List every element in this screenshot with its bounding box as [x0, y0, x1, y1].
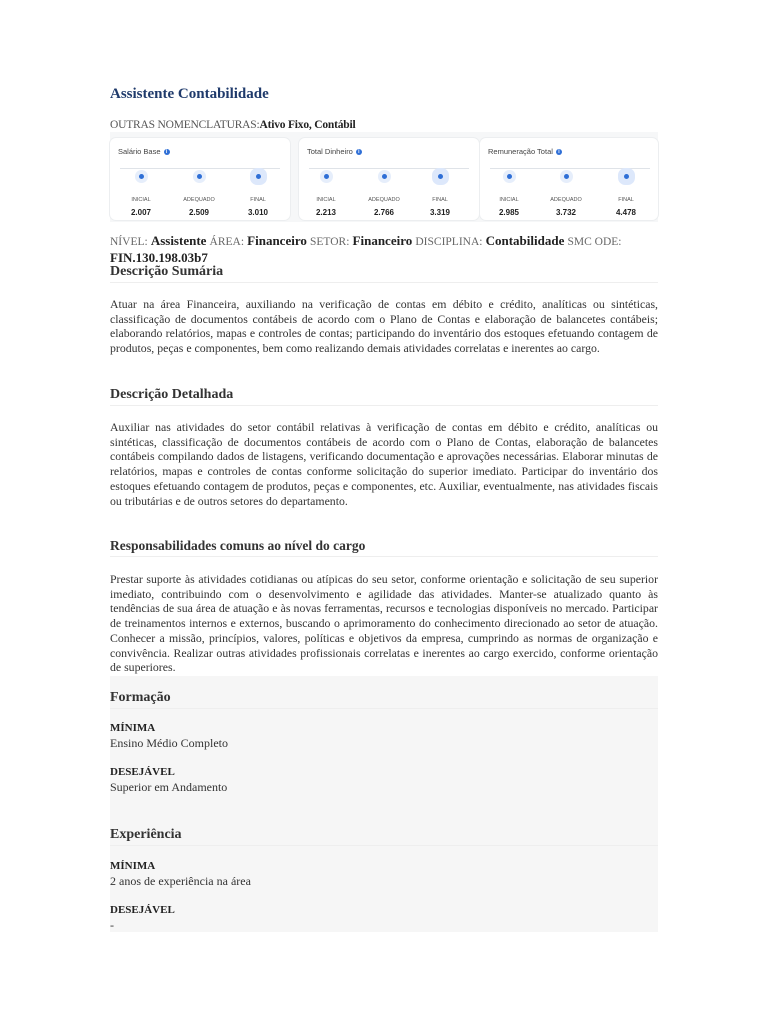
salary-card-remuneracao-total — [480, 138, 658, 220]
page-title: Assistente Contabilidade — [110, 86, 269, 102]
info-icon[interactable]: i — [356, 149, 362, 155]
setor-label: SETOR: — [310, 236, 350, 248]
range-dot-final — [256, 174, 261, 179]
range-dot-inicial — [139, 174, 144, 179]
salary-cards — [110, 132, 658, 222]
range-dot-inicial — [507, 174, 512, 179]
range-value: 3.319 — [429, 208, 451, 217]
nomenclature-value: Ativo Fixo, Contábil — [259, 119, 356, 131]
card-divider — [309, 168, 469, 169]
smcode-value: FIN.130.198.03b7 — [110, 250, 208, 265]
range-value: 2.509 — [188, 208, 210, 217]
experiencia-desejavel-value: - — [110, 918, 114, 932]
disciplina-label: DISCIPLINA: — [415, 236, 483, 248]
experiencia-minima-label: MÍNIMA — [110, 860, 156, 872]
section-text-sumaria: Atuar na área Financeira, auxiliando na verificação de contas em débito e crédito, analíticas ou sintéticas, classificação de documentos contábeis de acordo com o Plano de Contas e elaboração de balancetes contábeis; elaborando relatórios, mapas e controles de contas; participando do inventário dos estoques efetuando contagem de produtos, peças e componentes, bem como realizando demais atividades correlatas e inerentes ao cargo. — [110, 297, 658, 356]
range-value: 3.010 — [247, 208, 269, 217]
card-title: Remuneração Total i — [488, 147, 562, 156]
section-heading-responsabilidades: Responsabilidades comuns ao nível do cargo — [110, 538, 658, 557]
requirements-block — [110, 676, 658, 932]
disciplina-value: Contabilidade — [485, 233, 565, 248]
card-title: Salário Base i — [118, 147, 170, 156]
range-value: 2.985 — [498, 208, 520, 217]
range-dot-final — [624, 174, 629, 179]
section-heading-experiencia: Experiência — [110, 827, 658, 846]
smcode-label: SMC ODE: — [567, 236, 622, 248]
area-label: ÁREA: — [209, 236, 245, 248]
experiencia-minima-value: 2 anos de experiência na área — [110, 874, 251, 888]
range-dot-inicial — [324, 174, 329, 179]
card-divider — [490, 168, 650, 169]
range-label: ADEQUADO — [550, 197, 582, 203]
nomenclature-line — [110, 119, 355, 131]
range-dot-adequado — [382, 174, 387, 179]
nivel-value: Assistente — [150, 233, 207, 248]
salary-card-base — [110, 138, 290, 220]
formacao-minima-label: MÍNIMA — [110, 722, 156, 734]
range-label: FINAL — [618, 197, 634, 203]
info-icon[interactable]: i — [556, 149, 562, 155]
section-text-responsabilidades: Prestar suporte às atividades cotidianas ou atípicas do seu setor, conforme orientação e solicitação de seu superior imediato, contribuindo com o desenvolvimento e agilidade das atividades. Manter-se atualizado quanto às tendências de sua área de atuação e às novas ferramentas, recursos e tecnologias disponíveis no mercado. Participar de treinamentos internos e externos, buscando o aprimoramento do conhecimento direcionado ao setor de atuação. Conhecer a missão, princípios, valores, políticas e objetivos da empresa, cumprindo as normas de organização e convivência. Realizar outras atividades profissionais correlatas e inerentes ao cargo exercido, conforme orientação de superiores. — [110, 572, 658, 675]
range-label: FINAL — [250, 197, 266, 203]
formacao-desejavel-label: DESEJÁVEL — [110, 766, 175, 778]
range-value: 3.732 — [555, 208, 577, 217]
range-dot-adequado — [197, 174, 202, 179]
section-heading-detalhada: Descrição Detalhada — [110, 387, 658, 406]
range-label: FINAL — [432, 197, 448, 203]
range-value: 2.213 — [315, 208, 337, 217]
range-label: ADEQUADO — [368, 197, 400, 203]
range-dot-final — [438, 174, 443, 179]
range-value: 2.766 — [373, 208, 395, 217]
nomenclature-label: OUTRAS NOMENCLATURAS: — [110, 119, 260, 131]
section-text-detalhada: Auxiliar nas atividades do setor contábil relativas à verificação de contas em débito e crédito, analíticas ou sintéticas, classificação de documentos contábeis de acordo com o Plano de Contas, elaboração de balancetes contábeis compilando dados de listagens, verificando documentação e aprovações necessárias. Elaborar minutas de relatórios, mapas e controles de contas conforme solicitação do superior imediato. Participar do inventário dos estoques efetuando contagem de produtos, peças e componentes, etc. Auxiliar, eventualmente, nas atividades fiscais ou tributárias e de outros setores do departamento. — [110, 420, 658, 508]
area-value: Financeiro — [247, 233, 307, 248]
formacao-desejavel-value: Superior em Andamento — [110, 780, 228, 794]
nivel-label: NÍVEL: — [110, 236, 148, 248]
job-meta — [110, 233, 658, 266]
range-value: 4.478 — [615, 208, 637, 217]
setor-value: Financeiro — [352, 233, 413, 248]
range-label: INICIAL — [131, 197, 151, 203]
formacao-minima-value: Ensino Médio Completo — [110, 736, 228, 750]
section-heading-formacao: Formação — [110, 690, 658, 709]
range-value: 2.007 — [130, 208, 152, 217]
card-title: Total Dinheiro i — [307, 147, 362, 156]
range-label: INICIAL — [316, 197, 336, 203]
salary-card-total-dinheiro — [299, 138, 479, 220]
range-dot-adequado — [564, 174, 569, 179]
range-label: ADEQUADO — [183, 197, 215, 203]
card-divider — [120, 168, 280, 169]
section-heading-sumaria: Descrição Sumária — [110, 264, 658, 283]
info-icon[interactable]: i — [164, 149, 170, 155]
range-label: INICIAL — [499, 197, 519, 203]
experiencia-desejavel-label: DESEJÁVEL — [110, 904, 175, 916]
